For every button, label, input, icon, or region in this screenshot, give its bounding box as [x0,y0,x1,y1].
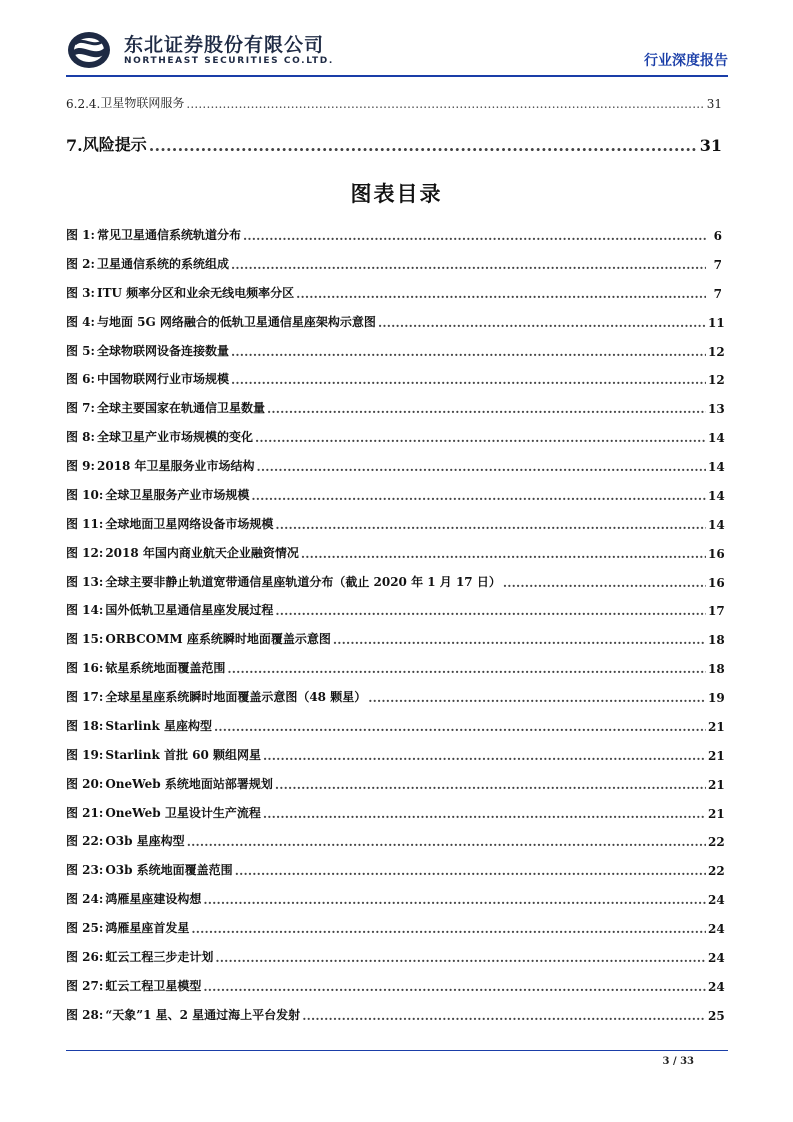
figure-label: 图 22: [66,834,104,849]
figure-list-item[interactable] [66,659,725,677]
figure-page: 12 [708,344,725,359]
figure-label: 图 9: [66,459,95,474]
figure-title: 2018 年卫星服务业市场结构 [96,459,255,474]
figure-title: 中国物联网行业市场规模 [96,372,229,387]
figure-label: 图 1: [66,228,95,242]
figure-label: 图 4: [66,314,95,329]
figure-label: 图 20: [66,776,104,791]
figure-label: 图 10: [66,487,104,502]
toc-entry-title: 卫星物联网服务 [100,96,185,110]
company-logo-icon [66,30,112,70]
figure-list-item[interactable] [66,515,725,532]
figure-title: OneWeb 卫星设计生产流程 [105,805,261,820]
toc-entry-title: 风险提示 [82,135,147,154]
figure-title: 卫星通信系统的系统组成 [96,256,229,271]
dot-leader [263,807,706,821]
figure-title: 国外低轨卫星通信星座发展过程 [105,603,274,618]
figure-list-item[interactable] [66,313,725,330]
dot-leader [275,778,706,792]
figure-page: 25 [708,1008,725,1023]
figure-label: 图 6: [66,372,95,387]
figure-list-item[interactable] [66,746,725,763]
dot-leader [203,980,706,994]
figure-label: 图 23: [66,863,104,878]
figure-title: OneWeb 系统地面站部署规划 [105,776,273,791]
figure-title: 2018 年国内商业航天企业融资情况 [105,545,299,560]
dot-leader [368,691,706,705]
dot-leader [243,229,706,243]
figure-title: O3b 系统地面覆盖范围 [105,863,233,878]
figure-list-item[interactable] [66,486,725,503]
company-name-en: NORTHEAST SECURITIES CO.LTD. [124,56,334,66]
figure-label: 图 3: [66,285,95,300]
figure-title: O3b 星座构型 [105,834,185,849]
figure-list-item[interactable] [66,342,725,359]
figure-title: 与地面 5G 网络融合的低轨卫星通信星座架构示意图 [96,314,376,329]
figure-page: 11 [708,315,725,330]
toc-entry-6-2-4[interactable] [66,94,722,111]
figure-label: 图 21: [66,805,104,820]
figure-page: 24 [708,951,725,965]
dot-leader [503,576,706,590]
figure-page: 22 [708,835,725,850]
dot-leader [231,258,706,272]
dot-leader [203,893,706,907]
figure-label: 图 27: [66,978,104,993]
figure-label: 图 13: [66,574,104,589]
figure-page: 14 [708,517,725,532]
dot-leader [301,547,706,561]
figure-list-item[interactable] [66,370,725,388]
figure-page: 21 [708,719,725,734]
figure-label: 图 11: [66,516,104,531]
figure-list-item[interactable] [66,399,725,417]
figure-title: Starlink 首批 60 颗组网星 [105,747,262,762]
figure-label: 图 25: [66,921,104,936]
figure-page: 16 [708,546,725,561]
figure-title: Starlink 星座构型 [105,718,212,733]
figure-title: 铱星系统地面覆盖范围 [105,661,226,676]
figure-page: 12 [708,373,725,388]
figure-list-item[interactable] [66,804,725,821]
figure-title: 鸿雁星座首发星 [105,921,190,936]
dot-leader [191,922,706,936]
figure-label: 图 18: [66,718,104,733]
figure-list-item[interactable] [66,1006,725,1023]
figure-list-item[interactable] [66,688,725,706]
figure-list-item[interactable] [66,457,725,475]
figure-page: 21 [708,777,725,792]
dot-leader [257,460,706,474]
figure-page: 17 [708,604,725,619]
figure-label: 图 16: [66,661,104,676]
figure-list-item[interactable] [66,573,725,590]
footer-divider [66,1050,728,1051]
figure-page: 13 [708,402,725,417]
figure-list-item[interactable] [66,284,722,301]
figure-list-item[interactable] [66,832,725,850]
figure-page: 14 [708,488,725,503]
figure-title: 全球主要非静止轨道宽带通信星座轨道分布（截止 2020 年 1 月 17 日） [105,574,501,589]
page-header [66,26,728,74]
dot-leader [255,431,706,445]
figure-list-item[interactable] [66,226,722,243]
figure-title: ITU 频率分区和业余无线电频率分区 [96,285,295,300]
figure-list-item[interactable] [66,255,722,272]
dot-leader [263,749,706,763]
figure-page: 16 [708,575,725,590]
figure-title: 全球星星座系统瞬时地面覆盖示意图（48 颗星） [105,690,367,705]
dot-leader [333,633,706,647]
dot-leader [214,720,706,734]
figure-list-item[interactable] [66,630,725,648]
figure-label: 图 17: [66,690,104,705]
dot-leader [149,136,698,155]
figure-list-item[interactable] [66,717,725,734]
dot-leader [275,604,706,618]
dot-leader [227,662,706,676]
figure-page: 24 [708,979,725,994]
figure-label: 图 12: [66,545,104,560]
dot-leader [302,1009,706,1023]
figure-title: 全球卫星产业市场规模的变化 [96,430,253,445]
figure-title: 鸿雁星座建设构想 [105,892,202,907]
figure-title: 全球地面卫星网络设备市场规模 [105,516,274,531]
figure-list-item[interactable] [66,919,725,937]
figure-label: 图 19: [66,747,104,762]
figure-title: 全球卫星服务产业市场规模 [105,487,250,502]
dot-leader [215,951,706,965]
figure-label: 图 28: [66,1007,104,1022]
toc-entry-page: 31 [706,97,722,111]
figure-page: 14 [708,431,725,446]
dot-leader [296,287,706,301]
figure-page: 22 [708,864,725,879]
dot-leader [275,518,706,532]
figure-page: 19 [708,691,725,706]
figure-list-item[interactable] [66,428,725,446]
figure-title: 全球主要国家在轨通信卫星数量 [96,401,265,416]
figure-label: 图 14: [66,603,104,618]
figure-list-item[interactable] [66,544,725,561]
figure-page: 24 [708,893,725,908]
toc-entry-7[interactable] [66,132,722,155]
figure-list-heading: 图表目录 [350,181,443,206]
dot-leader [267,402,706,416]
figure-page: 18 [708,662,725,677]
figure-list-item[interactable] [66,775,725,792]
figure-list-item[interactable] [66,861,725,879]
figure-list-item[interactable] [66,890,725,908]
toc-entry-number: 7. [66,136,83,155]
figure-label: 图 15: [66,632,104,647]
figure-title: “天象”1 星、2 星通过海上平台发射 [105,1007,301,1022]
figure-page: 6 [713,229,722,243]
figure-page: 18 [708,633,725,648]
figure-list-item[interactable] [66,977,725,994]
dot-leader [251,489,706,503]
figure-label: 图 5: [66,343,95,358]
figure-label: 图 24: [66,892,104,907]
dot-leader [186,97,704,111]
figure-title: 虹云工程三步走计划 [105,950,214,964]
toc-entry-page: 31 [699,136,722,155]
figure-page: 21 [708,748,725,763]
dot-leader [231,345,706,359]
dot-leader [235,864,706,878]
company-name-cn: 东北证券股份有限公司 [124,34,325,56]
figure-list-item[interactable] [66,601,725,619]
figure-title: 全球物联网设备连接数量 [96,343,229,358]
figure-title: ORBCOMM 座系统瞬时地面覆盖示意图 [105,632,331,647]
figure-page: 24 [708,922,725,937]
toc-entry-number: 6.2.4. [66,97,101,111]
header-divider [66,75,728,77]
figure-page: 14 [708,460,725,475]
figure-label: 图 7: [66,401,95,416]
figure-list-item[interactable] [66,948,725,965]
figure-label: 图 8: [66,430,95,445]
report-type-label: 行业深度报告 [644,53,728,69]
figure-label: 图 26: [66,950,104,964]
figure-title: 常见卫星通信系统轨道分布 [96,228,241,242]
figure-title: 虹云工程卫星模型 [105,978,202,993]
dot-leader [378,316,706,330]
dot-leader [231,373,706,387]
figure-page: 21 [708,806,725,821]
figure-page: 7 [713,257,722,272]
dot-leader [187,835,706,849]
page-number: 3 / 33 [662,1056,694,1067]
figure-label: 图 2: [66,256,95,271]
figure-page: 7 [713,286,722,301]
